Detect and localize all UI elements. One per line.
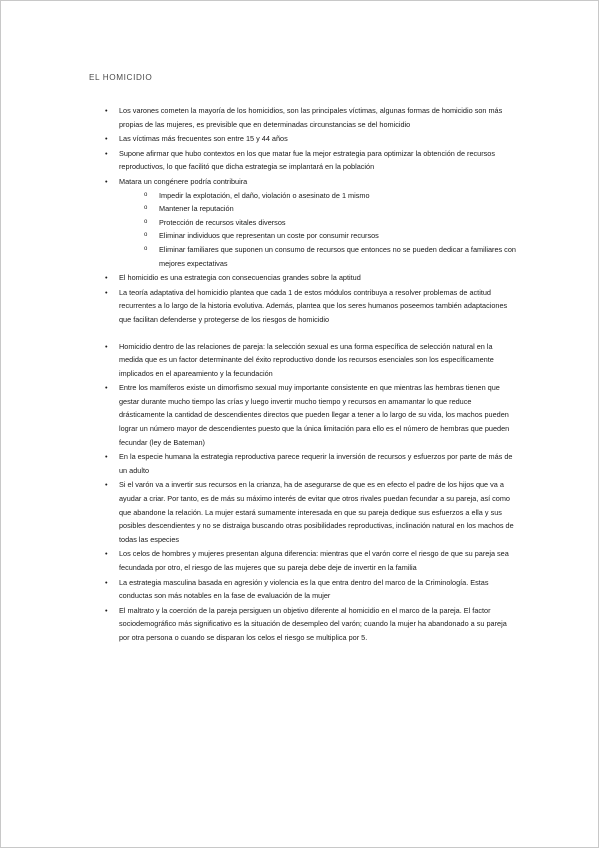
document-body: [89, 73, 517, 646]
list-item-text: En la especie humana la estrategia reproductiva parece requerir la inversión de recursos y esfuerzos por parte de más de un adulto: [119, 452, 513, 475]
list-item: [89, 340, 517, 381]
circle-bullet-icon: o: [144, 218, 148, 225]
circle-bullet-icon: o: [144, 205, 148, 212]
circle-bullet-icon: o: [144, 191, 148, 198]
bullet-icon: •: [105, 273, 108, 283]
sub-list-item-text: Eliminar individuos que representan un coste por consumir recursos: [159, 231, 379, 241]
list-item: [89, 478, 517, 546]
list-item-text: Entre los mamíferos existe un dimorfismo sexual muy importante consistente en que mientras las hembras tienen que gestar durante mucho tiempo las crías y luego invertir mucho tiempo y recursos en amamantar lo que reduce drásticamente la cantidad de descendientes directos que pueden llegar a tener a lo largo de su vida, los machos pueden lograr un número mayor de descendientes puesto que la única limitación para ello es el número de hembras que pueden fecundar (ley de Bateman): [119, 383, 510, 447]
list-item-text: Supone afirmar que hubo contextos en los que matar fue la mejor estrategia para optimizar la obtención de recursos reproductivos, lo que facilitó que dicha estrategia se implantará en la población: [119, 148, 496, 172]
bullet-icon: •: [105, 148, 108, 158]
sub-list-item-text: Mantener la reputación: [159, 204, 234, 214]
circle-bullet-icon: o: [144, 232, 148, 239]
sub-list-item: [119, 189, 517, 203]
list-item: [89, 132, 517, 146]
list-item: [89, 175, 517, 270]
list-item: [89, 147, 517, 174]
list-item-text: Si el varón va a invertir sus recursos en la crianza, ha de asegurarse de que es en efecto el padre de los hijos que va a ayudar a criar. Por tanto, es de más su máximo interés de evitar que otros rivales puedan fecundar a su pareja, así como que abandone la relación. La mujer estará sumamente interesada en que su pareja dedique sus esfuerzos a ella y sus posibles descendientes y no se distraiga buscando otras posibilidades reproductivas, inclinación natural en los machos de todas las especies: [119, 480, 514, 544]
sub-list-item-text: Impedir la explotación, el daño, violación o asesinato de 1 mismo: [159, 190, 370, 200]
list-item-text: La estrategia masculina basada en agresión y violencia es la que entra dentro del marco de la Criminología. Estas conductas son más notables en la fase de evaluación de la mujer: [119, 577, 489, 601]
list-item-text: Los celos de hombres y mujeres presentan alguna diferencia: mientras que el varón corre el riesgo de que su pareja sea fecundada por otro, el riesgo de las mujeres que su pareja debe deje de invertir en la familia: [119, 549, 509, 572]
list-item-text: Las víctimas más frecuentes son entre 15 y 44 años: [119, 134, 288, 144]
bullet-icon: •: [105, 383, 108, 393]
bullet-icon: •: [105, 452, 108, 462]
bullet-icon: •: [105, 134, 108, 144]
bullet-icon: •: [105, 549, 108, 559]
bullet-icon: •: [105, 605, 108, 615]
list-item-text: La teoría adaptativa del homicidio plantea que cada 1 de estos módulos contribuya a resolver problemas de actitud recurrentes a lo largo de la historia evolutiva. Además, plantea que los seres humanos poseemos también adaptaciones que facilitan defenderse y protegerse de los riesgos de homicidio: [119, 287, 508, 324]
list-item-text: Matara un congénere podría contribuira: [119, 176, 248, 186]
sub-list-item-text: Protección de recursos vitales diversos: [159, 217, 286, 227]
document-title: EL HOMICIDIO: [89, 73, 153, 82]
sub-list-item-text: Eliminar familiares que suponen un consumo de recursos que entonces no se pueden dedicar a familiares con mejores expectativas: [159, 244, 516, 268]
circle-bullet-icon: o: [144, 245, 148, 252]
list-item: [89, 381, 517, 449]
sub-list-item: [119, 202, 517, 216]
list-item-text: Homicidio dentro de las relaciones de pareja: la selección sexual es una forma específica de selección natural en la medida que es un factor determinante del éxito reproductivo donde los recursos esenciales son los específicamente implicados en el apareamiento y la fecundación: [119, 341, 494, 378]
bullet-icon: •: [105, 341, 108, 351]
list-item-text: El maltrato y la coerción de la pareja persiguen un objetivo diferente al homicidio en el marco de la pareja. El factor sociodemográfico más significativo es la situación de desempleo del varón; cuando la mujer ha abandonado a su pareja por otra persona o cuando se disparan los celos el riesgo se multiplica por 5.: [119, 605, 507, 642]
list-item: [89, 450, 517, 477]
bullet-icon: •: [105, 106, 108, 115]
sub-list: [119, 189, 517, 271]
list-item: [89, 547, 517, 574]
list-item-text: El homicidio es una estrategia con consecuencias grandes sobre la aptitud: [119, 273, 361, 283]
list-item: [89, 604, 517, 645]
bullet-icon: •: [105, 287, 108, 297]
bullet-icon: •: [105, 176, 108, 186]
list-item: [89, 286, 517, 327]
sub-list-item: [119, 229, 517, 243]
list-item: [89, 576, 517, 603]
list-item: [89, 104, 517, 131]
list-item-text: Los varones cometen la mayoría de los homicidios, son las principales víctimas, algunas formas de homicidio son más propias de las mujeres, es previsible que en determinadas circunstancias se del homicidio: [119, 106, 503, 129]
sub-list-item: [119, 243, 517, 270]
bullet-list: [89, 104, 517, 645]
sub-list-item: [119, 216, 517, 230]
list-item: [89, 271, 517, 285]
bullet-icon: •: [105, 480, 108, 490]
bullet-icon: •: [105, 577, 108, 587]
